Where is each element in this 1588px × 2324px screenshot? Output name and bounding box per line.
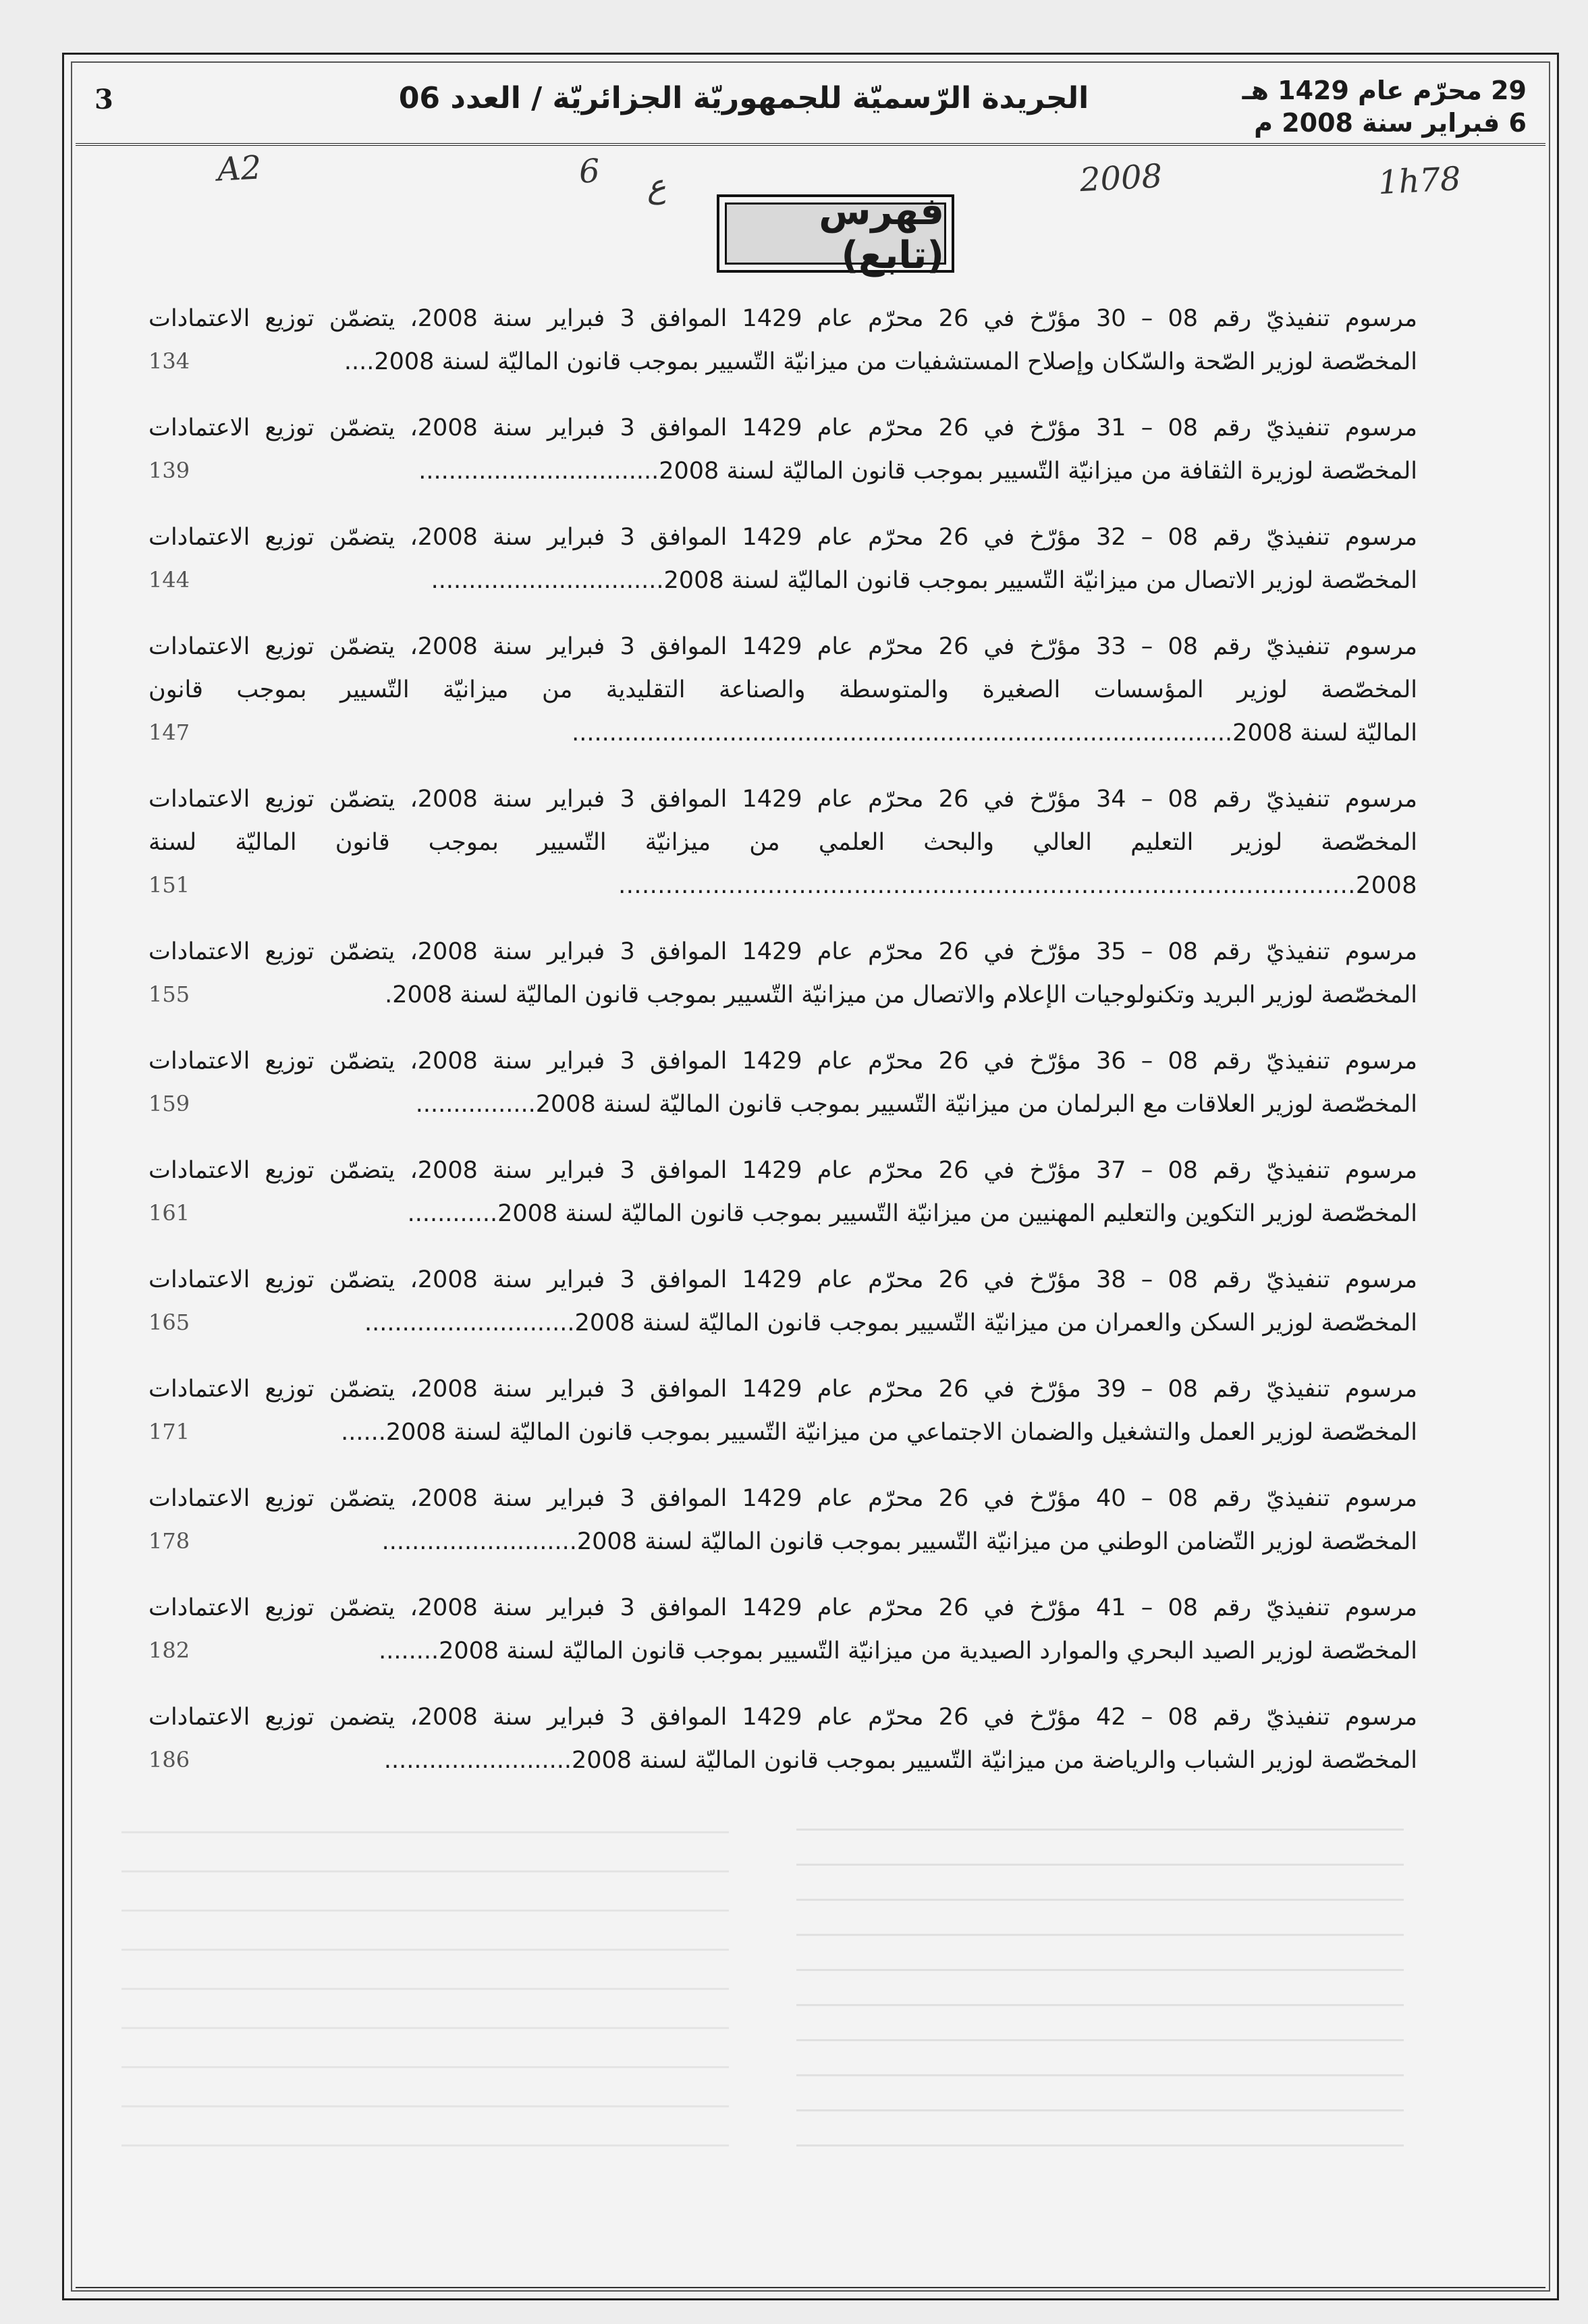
entry-page-number: 151 bbox=[148, 872, 190, 898]
index-entry bbox=[148, 1149, 1417, 1235]
entry-text-line: المخصّصة لوزير الاتصال من ميزانيّة التّسيير بموجب قانون الماليّة لسنة 2008............................... bbox=[431, 567, 1417, 594]
index-entry bbox=[148, 1477, 1417, 1563]
entry-heading-line: مرسوم تنفيذيّ رقم 08 – 33 مؤرّخ في 26 محرّم عام 1429 الموافق 3 فبراير سنة 2008، يتضمّن توزيع الاعتمادات bbox=[148, 633, 1417, 660]
handwritten-note-6: 6 bbox=[578, 152, 601, 191]
entry-text-line: 2008.............................................................................................. bbox=[618, 872, 1417, 899]
index-entries bbox=[148, 297, 1417, 1805]
entry-heading-line: مرسوم تنفيذيّ رقم 08 – 30 مؤرّخ في 26 محرّم عام 1429 الموافق 3 فبراير سنة 2008، يتضمّن توزيع الاعتمادات bbox=[148, 305, 1417, 332]
entry-heading-line: مرسوم تنفيذيّ رقم 08 – 34 مؤرّخ في 26 محرّم عام 1429 الموافق 3 فبراير سنة 2008، يتضمّن توزيع الاعتمادات bbox=[148, 786, 1417, 813]
gregorian-date: 6 فبراير سنة 2008 م bbox=[1254, 108, 1527, 138]
entry-heading-line: مرسوم تنفيذيّ رقم 08 – 40 مؤرّخ في 26 محرّم عام 1429 الموافق 3 فبراير سنة 2008، يتضمّن توزيع الاعتمادات bbox=[148, 1485, 1417, 1512]
entry-heading-line: مرسوم تنفيذيّ رقم 08 – 31 مؤرّخ في 26 محرّم عام 1429 الموافق 3 فبراير سنة 2008، يتضمّن توزيع الاعتمادات bbox=[148, 414, 1417, 441]
hijri-date: 29 محرّم عام 1429 هـ bbox=[1242, 76, 1527, 105]
entry-page-number: 165 bbox=[148, 1309, 190, 1335]
page-number: 3 bbox=[94, 84, 113, 115]
entry-text-line: المخصّصة لوزير العمل والتشغيل والضمان الاجتماعي من ميزانيّة التّسيير بموجب قانون الماليّة لسنة 2008...... bbox=[341, 1419, 1417, 1446]
index-entry bbox=[148, 1258, 1417, 1345]
bleed-through-right bbox=[796, 1795, 1404, 2146]
index-entry bbox=[148, 406, 1417, 493]
entry-page-number: 171 bbox=[148, 1419, 190, 1444]
index-entry bbox=[148, 778, 1417, 907]
entry-heading-line: مرسوم تنفيذيّ رقم 08 – 42 مؤرّخ في 26 محرّم عام 1429 الموافق 3 فبراير سنة 2008، يتضمن توزيع الاعتمادات bbox=[148, 1704, 1417, 1731]
bottom-rule bbox=[76, 2287, 1545, 2288]
entry-heading-line: مرسوم تنفيذيّ رقم 08 – 32 مؤرّخ في 26 محرّم عام 1429 الموافق 3 فبراير سنة 2008، يتضمّن توزيع الاعتمادات bbox=[148, 524, 1417, 551]
index-entry bbox=[148, 1039, 1417, 1126]
entry-heading-line: مرسوم تنفيذيّ رقم 08 – 36 مؤرّخ في 26 محرّم عام 1429 الموافق 3 فبراير سنة 2008، يتضمّن توزيع الاعتمادات bbox=[148, 1048, 1417, 1075]
entry-heading-line: مرسوم تنفيذيّ رقم 08 – 35 مؤرّخ في 26 محرّم عام 1429 الموافق 3 فبراير سنة 2008، يتضمّن توزيع الاعتمادات bbox=[148, 938, 1417, 965]
entry-heading-line: مرسوم تنفيذيّ رقم 08 – 37 مؤرّخ في 26 محرّم عام 1429 الموافق 3 فبراير سنة 2008، يتضمّن توزيع الاعتمادات bbox=[148, 1157, 1417, 1184]
entry-page-number: 178 bbox=[148, 1528, 190, 1554]
entry-page-number: 159 bbox=[148, 1091, 190, 1116]
entry-text-line: المخصّصة لوزير الصّحة والسّكان وإصلاح المستشفيات من ميزانيّة التّسيير بموجب قانون الماليّة لسنة 2008.... bbox=[344, 348, 1417, 375]
entry-text-line: المخصّصة لوزير البريد وتكنولوجيات الإعلام والاتصال من ميزانيّة التّسيير بموجب قانون الماليّة لسنة 2008. bbox=[385, 981, 1417, 1008]
section-title: فهرس (تابع) bbox=[725, 202, 946, 265]
entry-text-line: الماليّة لسنة 2008........................................................................................ bbox=[572, 720, 1417, 747]
index-entry bbox=[148, 297, 1417, 383]
index-entry bbox=[148, 625, 1417, 755]
index-entry bbox=[148, 930, 1417, 1017]
entry-text-line: المخصّصة لوزير الصيد البحري والموارد الصيدية من ميزانيّة التّسيير بموجب قانون الماليّة لسنة 2008........ bbox=[379, 1638, 1417, 1665]
entry-text-line: المخصّصة لوزير المؤسسات الصغيرة والمتوسطة والصناعة التقليدية من ميزانيّة التّسيير بموجب قانون bbox=[148, 676, 1417, 703]
entry-text-line: المخصّصة لوزير السكن والعمران من ميزانيّة التّسيير بموجب قانون الماليّة لسنة 2008............................ bbox=[364, 1309, 1417, 1336]
entry-text-line: المخصّصة لوزير العلاقات مع البرلمان من ميزانيّة التّسيير بموجب قانون الماليّة لسنة 2008................ bbox=[415, 1091, 1417, 1118]
section-title-box bbox=[717, 190, 954, 277]
entry-page-number: 144 bbox=[148, 567, 190, 593]
handwritten-note-a2: A2 bbox=[216, 148, 263, 189]
index-entry bbox=[148, 1586, 1417, 1673]
handwritten-note-2008: 2008 bbox=[1078, 157, 1163, 200]
entry-page-number: 139 bbox=[148, 458, 190, 483]
entry-page-number: 147 bbox=[148, 720, 190, 745]
entry-page-number: 155 bbox=[148, 981, 190, 1007]
handwritten-note-code: 1h78 bbox=[1377, 159, 1462, 202]
index-entry bbox=[148, 1696, 1417, 1782]
entry-page-number: 182 bbox=[148, 1638, 190, 1663]
entry-heading-line: مرسوم تنفيذيّ رقم 08 – 41 مؤرّخ في 26 محرّم عام 1429 الموافق 3 فبراير سنة 2008، يتضمّن توزيع الاعتمادات bbox=[148, 1594, 1417, 1621]
entry-page-number: 161 bbox=[148, 1200, 190, 1226]
entry-text-line: المخصّصة لوزير الشباب والرياضة من ميزانيّة التّسيير بموجب قانون الماليّة لسنة 2008......................... bbox=[383, 1747, 1417, 1774]
index-entry bbox=[148, 516, 1417, 602]
entry-text-line: المخصّصة لوزيرة الثقافة من ميزانيّة التّسيير بموجب قانون الماليّة لسنة 2008................................ bbox=[418, 458, 1417, 485]
gazette-title: الجريدة الرّسميّة للجمهوريّة الجزائريّة / العدد 06 bbox=[398, 81, 1089, 115]
bleed-through-left bbox=[121, 1795, 729, 2146]
entry-heading-line: مرسوم تنفيذيّ رقم 08 – 39 مؤرّخ في 26 محرّم عام 1429 الموافق 3 فبراير سنة 2008، يتضمّن توزيع الاعتمادات bbox=[148, 1376, 1417, 1403]
entry-heading-line: مرسوم تنفيذيّ رقم 08 – 38 مؤرّخ في 26 محرّم عام 1429 الموافق 3 فبراير سنة 2008، يتضمّن توزيع الاعتمادات bbox=[148, 1266, 1417, 1293]
entry-page-number: 134 bbox=[148, 348, 190, 374]
handwritten-note-ain: ع bbox=[645, 167, 667, 206]
gazette-header bbox=[76, 65, 1545, 146]
entry-text-line: المخصّصة لوزير التكوين والتعليم المهنيين من ميزانيّة التّسيير بموجب قانون الماليّة لسنة 2008............ bbox=[407, 1200, 1417, 1227]
entry-text-line: المخصّصة لوزير التعليم العالي والبحث العلمي من ميزانيّة التّسيير بموجب قانون الماليّة لسنة bbox=[148, 829, 1417, 856]
header-date bbox=[1242, 74, 1527, 139]
entry-page-number: 186 bbox=[148, 1747, 190, 1773]
index-entry bbox=[148, 1368, 1417, 1454]
entry-text-line: المخصّصة لوزير التّضامن الوطني من ميزانيّة التّسيير بموجب قانون الماليّة لسنة 2008.......................... bbox=[381, 1528, 1417, 1555]
